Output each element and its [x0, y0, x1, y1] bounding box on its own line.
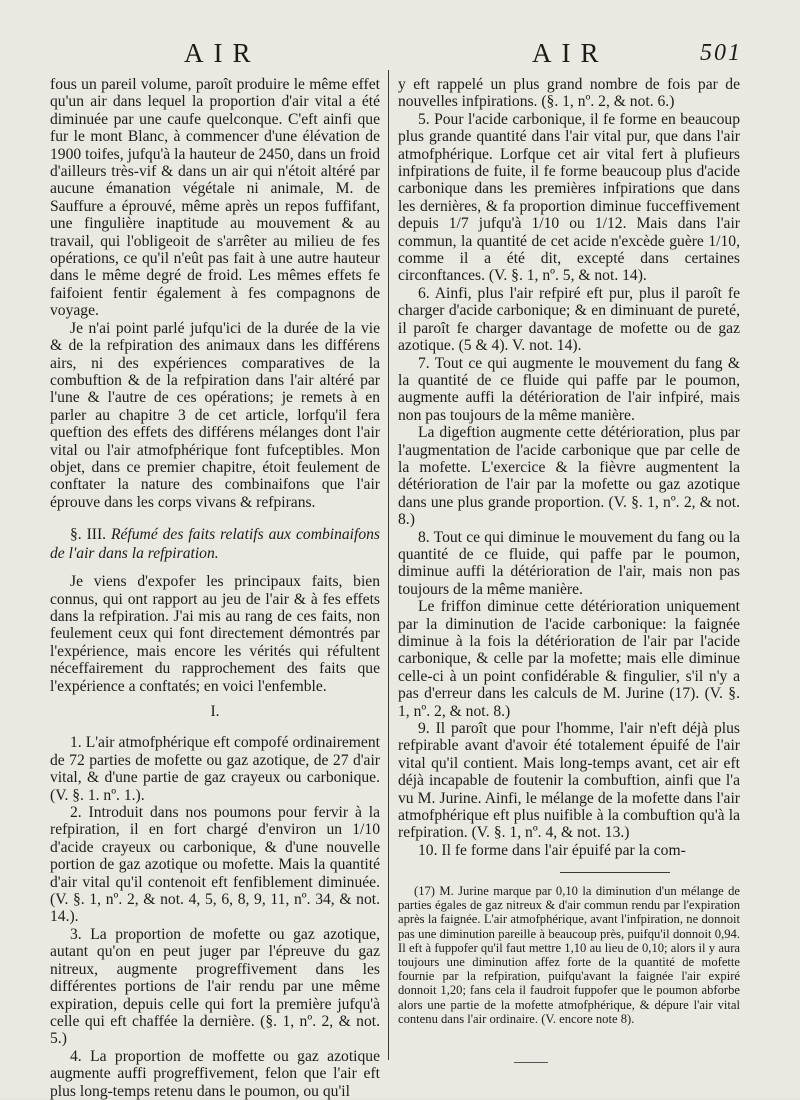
header-right-title: AIR: [532, 38, 609, 68]
footnote-text: (17) M. Jurine marque par 0,10 la diminution d'un mélange de parties égales de gaz nitreux & d'air commun rendu par l'expiration après la faignée. L'air atmofphérique, avant l'infpiration, ne donnoit pas une diminution pareille à beaucoup près, puifqu'il donnoit 0,94. Il eft à fuppofer qu'il faut mettre 1,10 au lieu de 0,10; alors il y aura toujours une diminution affez forte de la quantité de mofette fournie par la refpiration, puifqu'avant la faignée l'air expiré donnoit 1,20; fans cela il faudroit fuppofer que le poumon abforbe alors une partie de la mofette atmofphérique, & dépure l'air vital contenu dans l'air ordinaire. (V. encore note 8).: [398, 884, 740, 1026]
numbered-item: 6. Ainfi, plus l'air refpiré eft pur, plus il paroît fe charger d'acide carbonique; & en diminuant de pureté, il paroît fe charger davantage de mofette ou de gaz azotique. (5 & 4). V. not. 14).: [398, 284, 740, 355]
numbered-item: 1. L'air atmofphérique eft compofé ordinairement de 72 parties de mofette ou gaz azotique, de 27 d'air vital, & d'une partie de gaz crayeux ou carbonique. (V. §. 1. nº. 1.).: [50, 734, 380, 804]
numbered-item: 2. Introduit dans nos poumons pour fervir à la refpiration, il en fort chargé d'environ un 1/10 d'acide crayeux ou carbonique, & d'une nouvelle portion de gaz azotique ou mofette. Mais la quantité d'air vital qu'il contenoit eft fenfiblement diminuée. (V. §. 1, nº. 2, & not. 4, 5, 6, 8, 9, 11, nº. 34, & not. 14.).: [50, 804, 380, 926]
roman-numeral-heading: I.: [210, 703, 220, 720]
section-title: Réfumé des faits relatifs aux combinaifons de l'air dans la refpiration.: [50, 526, 381, 563]
bottom-mark: [514, 1062, 548, 1063]
footnote: [398, 884, 740, 1026]
header-left-title: AIR: [184, 38, 261, 68]
footnote-rule: [560, 872, 670, 873]
numbered-item: 8. Tout ce qui diminue le mouvement du fang ou la quantité de ce fluide, qui paffe par le poumon, diminue auffi la détérioration de l'air, mais non pas toujours de la même manière.: [398, 528, 740, 598]
paragraph: y eft rappelé un plus grand nombre de fois par de nouvelles infpirations. (§. 1, nº. 2, & not. 6.): [398, 76, 740, 111]
section-number: §. III.: [70, 526, 107, 544]
numbered-item: 10. Il fe forme dans l'air épuifé par la com-: [418, 841, 686, 859]
section-heading: [50, 525, 380, 563]
numbered-item: 5. Pour l'acide carbonique, il fe forme en beaucoup plus grande quantité dans l'air vital pur, que dans l'air atmofphérique. Lorfque cet air vital fert à plufieurs infpirations de fuite, il fe forme beaucoup plus d'acide carbonique dans les premières infpirations que dans les dernières, & fa proportion diminue fucceffivement depuis 1/7 jufqu'à 1/10 ou 1/12. Mais dans l'air commun, la quantité de cet acide n'excède guère 1/10, comme il a été dit, excepté dans certaines circonftances. (V. §. 1, nº. 5, & not. 14).: [398, 110, 740, 285]
paragraph: fous un pareil volume, paroît produire le même effet qu'un air dans lequel la proportion d'air vital a été diminuée par une caufe quelconque. C'eft ainfi que fur le mont Blanc, à commencer d'une élévation de 1900 toifes, jufqu'à la hauteur de 2450, dans un froid d'ailleurs très-vif & dans un air qui n'étoit altéré par aucune émanation végétale ni animale, M. de Sauffure a éprouvé, même après un repos fuffifant, une fingulière inaptitude au mouvement & au travail, qui l'obligeoit de s'arrêter au milieu de fes opérations, ce qu'il n'eût pas fait à une autre hauteur dans le même degré de froid. Les mêmes effets fe faifoient fentir également à fes compagnons de voyage.: [50, 76, 380, 320]
paragraph: La digeftion augmente cette détérioration, plus par l'augmentation de l'acide carbonique que par celle de la mofette. L'exercice & la fièvre augmentent la détérioration de l'air par la mofette ou gaz azotique dans une plus grande proportion. (V. §. 1, nº. 2, & not. 8.): [398, 424, 740, 529]
numbered-item: 9. Il paroît que pour l'homme, l'air n'eft déjà plus refpirable avant d'avoir été totalement épuifé de l'air vital qu'il contient. Mais long-temps avant, cet air eft déjà incapable de foutenir la combuftion, ainfi que l'a vu M. Jurine. Ainfi, le mélange de la mofette dans l'air atmofphérique eft plus nuifible à la combuftion qu'à la refpiration. (V. §. 1, nº. 4, & not. 13.): [398, 720, 740, 842]
paragraph: Je viens d'expofer les principaux faits, bien connus, qui ont rapport au jeu de l'air & à fes effets dans la refpiration. J'ai mis au rang de ces faits, non feulement ceux qui font directement démontrés par l'expérience, mais encore les vérités qui réfultent néceffairement du rapprochement des faits que l'expérience a conftatés; en voici l'enfemble.: [50, 573, 380, 695]
paragraph: Je n'ai point parlé jufqu'ici de la durée de la vie & de la refpiration des animaux dans les différens airs, ni des expériences comparatives de la combuftion & de la refpiration dans l'air altéré par l'une & l'autre de ces opérations; je remets à en parler au chapitre 3 de cet article, lorfqu'il fera queftion des effets des différens mélanges dont l'air vital ou l'air atmofphérique font fufceptibles. Mon objet, dans ce premier chapitre, étoit feulement de conftater la nature des combinaifons que l'air éprouve dans les corps vivans & refpirans.: [50, 319, 380, 511]
numbered-item: 4. La proportion de moffette ou gaz azotique augmente auffi progreffivement, felon que l'air eft plus long-temps retenu dans le poumon, ou qu'il: [50, 1047, 380, 1100]
right-column: [398, 76, 740, 859]
running-header: [0, 38, 800, 70]
column-divider: [388, 70, 389, 1060]
page-number: 501: [700, 40, 742, 66]
numbered-item: 3. La proportion de mofette ou gaz azotique, autant qu'on en peut juger par l'épreuve du gaz nitreux, augmente progreffivement dans les différentes portions de l'air rendu par une même expiration, depuis celle qui fort la première jufqu'à celle qui eft chaffée la dernière. (§. 1, nº. 2, & not. 5.): [50, 925, 380, 1048]
numbered-item: 7. Tout ce qui augmente le mouvement du fang & la quantité de ce fluide qui paffe par le poumon, augmente auffi la détérioration de l'air infpiré, mais non pas toujours de la même manière.: [398, 354, 740, 424]
left-column: [50, 76, 380, 1100]
paragraph: Le friffon diminue cette détérioration uniquement par la diminution de l'acide carbonique: la faignée diminue à la fois la détérioration de l'air par l'acide carbonique, & celle par la mofette; mais elle diminue celle-ci à un point confidérable & fingulier, s'il n'y a pas d'erreur dans les calculs de M. Jurine (17). (V. §. 1, nº. 2, & not. 8.): [398, 598, 740, 720]
